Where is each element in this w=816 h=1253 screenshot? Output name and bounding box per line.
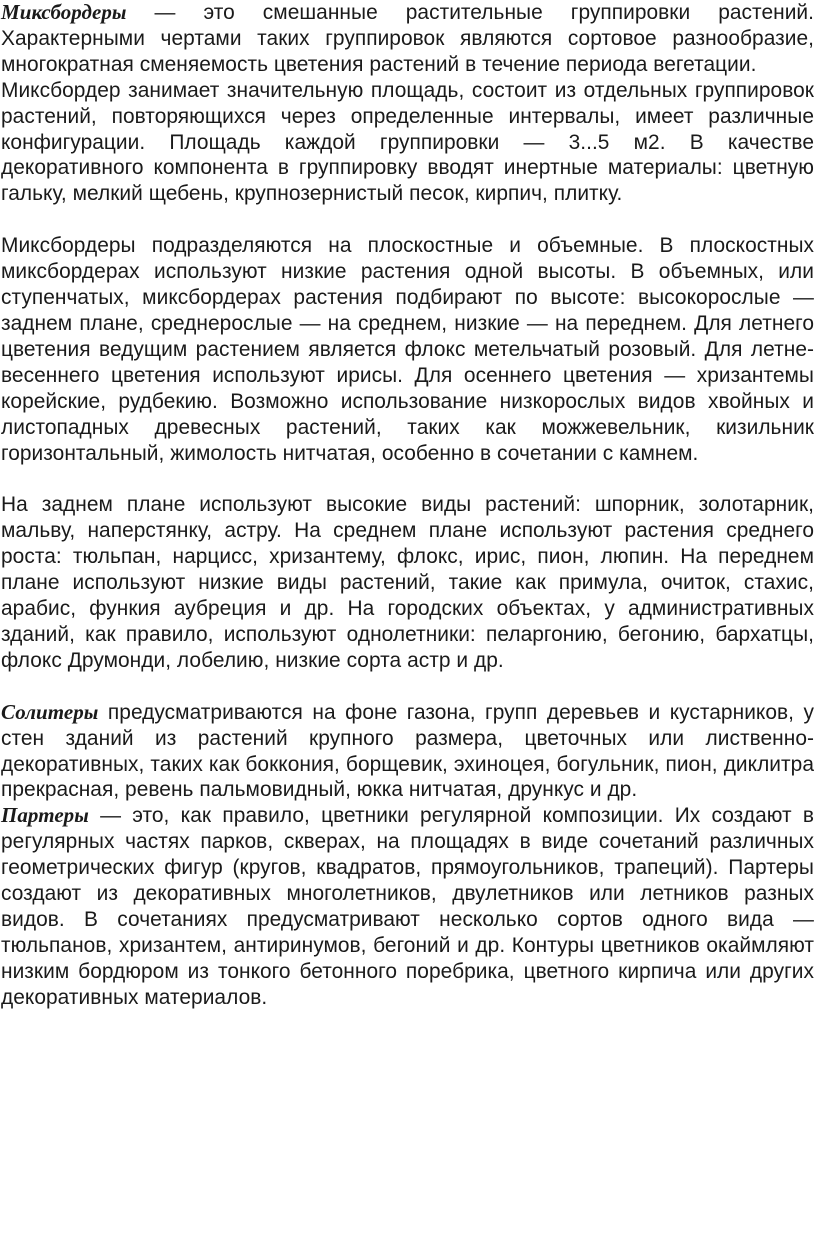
paragraph-gap: [1, 207, 814, 233]
paragraph-mixborder-area: [1, 78, 814, 208]
term-solitaires: Солитеры: [1, 699, 99, 724]
paragraph-text: Миксбордеры подразделяются на плоскостные и объемные. В плоскостных миксбордерах используют низкие растения одной высоты. В объемных, или ступенчатых, миксбордерах растения подбирают по высоте: высокорослые — заднем плане, среднерослые — на среднем, низкие — на переднем. Для летнего цветения ведущим растением является флокс метельчатый розовый. Для летне-весеннего цветения используют ирисы. Для осеннего цветения — хризантемы корейские, рудбекию. Возможно использование низкорослых видов хвойных и листопадных древесных растений, таких как можжевельник, кизильник горизонтальный, жимолость нитчатая, особенно в сочетании с камнем.: [1, 234, 814, 465]
paragraph-text: — это, как правило, цветники регулярной композиции. Их создают в регулярных частях парков, скверах, на площадях в виде сочетаний различных геометрических фигур (кругов, квадратов, прямоугольников, трапеций). Партеры создают из декоративных многолетников, двулетников или летников разных видов. В сочетаниях предусматривают несколько сортов одного вида — тюльпанов, хризантем, антиринумов, бегоний и др. Контуры цветников окаймляют низким бордюром из тонкого бетонного поребрика, цветного кирпича или других декоративных материалов.: [1, 804, 814, 1009]
paragraph-text: предусматриваются на фоне газона, групп деревьев и кустарников, у стен зданий из растений крупного размера, цветочных или лиственно-декоративных, таких как боккония, борщевик, эхиноцея, богульник, пион, диклитра прекрасная, ревень пальмовидный, юкка нитчатая, дрункус и др.: [1, 700, 814, 802]
term-parterres: Партеры: [1, 803, 89, 828]
paragraph-text: Миксбордер занимает значительную площадь, состоит из отдельных группировок растений, повторяющихся через определенные интервалы, имеет различные конфигурации. Площадь каждой группировки — 3...5 м2. В качестве декоративного компонента в группировку вводят инертные материалы: цветную гальку, мелкий щебень, крупнозернистый песок, кирпич, плитку.: [1, 78, 814, 206]
paragraph-mixborders-definition: [1, 0, 814, 78]
paragraph-parterres: [1, 803, 814, 1010]
paragraph-text: — это смешанные растительные группировки растений. Характерными чертами таких группировок являются сортовое разнообразие, многократная сменяемость цветения растений в течение периода вегетации.: [1, 1, 814, 76]
paragraph-gap: [1, 466, 814, 492]
paragraph-mixborder-types: [1, 233, 814, 466]
paragraph-planting-plans: [1, 492, 814, 673]
paragraph-gap: [1, 674, 814, 700]
paragraph-text: На заднем плане используют высокие виды растений: шпорник, золотарник, мальву, наперстянку, астру. На среднем плане используют растения среднего роста: тюльпан, нарцисс, хризантему, флокс, ирис, пион, люпин. На переднем плане используют низкие виды растений, такие как примула, очиток, стахис, арабис, функия аубреция и др. На городских объектах, у административных зданий, как правило, используют однолетники: пеларгонию, бегонию, бархатцы, флокс Друмонди, лобелию, низкие сорта астр и др.: [1, 493, 814, 672]
paragraph-solitaires: [1, 700, 814, 804]
term-mixborders: Миксбордеры: [1, 0, 127, 24]
